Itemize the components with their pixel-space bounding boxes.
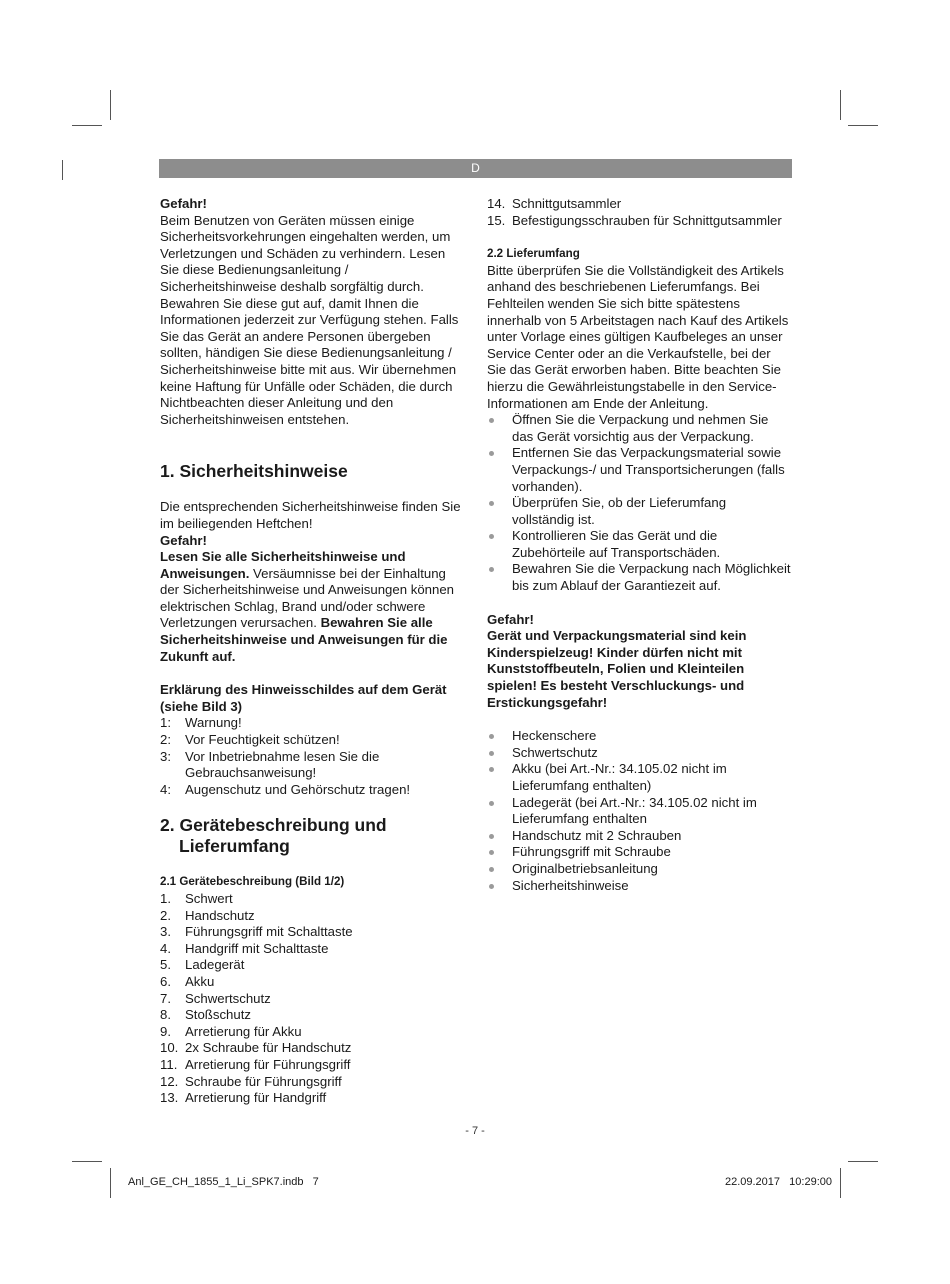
list-item: 9. Arretierung für Akku: [160, 1023, 302, 1039]
bullet-icon: [489, 884, 494, 889]
list-item: 6. Akku: [160, 973, 215, 989]
list-item: Handschutz mit 2 Schrauben: [487, 828, 792, 845]
language-header-bar: [159, 159, 792, 178]
bullet-icon: [489, 767, 494, 772]
subsection-heading: 2.2 Lieferumfang: [487, 247, 580, 261]
danger-text: Beim Benutzen von Geräten müssen einige Sicherheitsvorkehrungen eingehalten werden, um Verletzungen und Schäden zu verhindern. Lesen Sie diese Bedienungsanleitung / Sicherheitshinweise deshalb sorgfältig durch. Bewahren Sie diese gut auf, damit Ihnen die Informationen jederzeit zur Verfügung stehen. Falls Sie das Gerät an andere Personen übergeben sollten, händigen Sie diese Bedienungsanleitung / Sicherheitshinweise bitte mit aus. Wir übernehmen keine Haftung für Unfälle oder Schäden, die durch Nichtbeachten dieser Anleitung und den Sicherheitshinweisen entstehen.: [160, 212, 459, 427]
imprint-date-time: 22.09.2017 10:29:00: [724, 1176, 832, 1188]
scope-of-delivery-list: [487, 728, 792, 894]
page-number: - 7 -: [465, 1125, 485, 1137]
danger-text: Gerät und Verpackungsmaterial sind kein Kinderspielzeug! Kinder dürfen nicht mit Kunststoffbeuteln, Folien und Kleinteilen spielen! Es besteht Verschluckungs- und Erstickungsgefahr!: [487, 628, 747, 710]
bullet-icon: [489, 734, 494, 739]
list-item: 5. Ladegerät: [160, 957, 245, 973]
list-item: 3. Führungsgriff mit Schalttaste: [160, 924, 353, 940]
list-item: Schwertschutz: [487, 745, 792, 762]
danger-heading: Gefahr!: [160, 532, 207, 548]
list-item: Akku (bei Art.-Nr.: 34.105.02 nicht im Lieferumfang enthalten): [487, 761, 792, 794]
list-item: Öffnen Sie die Verpackung und nehmen Sie das Gerät vorsichtig aus der Verpackung.: [487, 412, 792, 445]
unpacking-steps: [487, 412, 792, 595]
list-item: 1: Warnung!: [160, 715, 242, 731]
list-item: 2. Handschutz: [160, 907, 255, 923]
bullet-icon: [489, 567, 494, 572]
section-heading-description: 2. Gerätebeschreibung und Lieferumfang: [160, 815, 387, 857]
list-item: Führungsgriff mit Schraube: [487, 844, 792, 861]
list-item: Überprüfen Sie, ob der Lieferumfang vollständig ist.: [487, 495, 792, 528]
crop-mark: [62, 160, 63, 180]
list-item: Sicherheitshinweise: [487, 878, 792, 895]
list-item: Kontrollieren Sie das Gerät und die Zubehörteile auf Transportschäden.: [487, 528, 792, 561]
crop-mark: [110, 1168, 111, 1198]
subsection-heading: 2.1 Gerätebeschreibung (Bild 1/2): [160, 875, 345, 889]
sign-explanation-heading: Erklärung des Hinweisschildes auf dem Gerät (siehe Bild 3): [160, 682, 447, 714]
list-item: Heckenschere: [487, 728, 792, 745]
list-item: 13. Arretierung für Handgriff: [160, 1090, 327, 1106]
section-heading-safety: 1. Sicherheitshinweise: [160, 461, 348, 482]
list-item: 15. Befestigungsschrauben für Schnittgutsammler: [487, 212, 782, 228]
bullet-icon: [489, 867, 494, 872]
parts-list: [160, 891, 465, 1107]
list-item: 11. Arretierung für Führungsgriff: [160, 1056, 351, 1072]
crop-mark: [840, 1168, 841, 1198]
bullet-icon: [489, 451, 494, 456]
list-item: 1. Schwert: [160, 891, 233, 906]
list-item: Bewahren Sie die Verpackung nach Möglichkeit bis zum Ablauf der Garantiezeit auf.: [487, 561, 792, 594]
imprint-file-name: Anl_GE_CH_1855_1_Li_SPK7.indb 7: [128, 1176, 319, 1188]
crop-mark: [840, 90, 841, 120]
crop-mark: [72, 125, 102, 126]
list-item: Entfernen Sie das Verpackungsmaterial sowie Verpackungs-/ und Transportsicherungen (falls vorhanden).: [487, 445, 792, 495]
crop-mark: [110, 90, 111, 120]
crop-mark: [848, 1161, 878, 1162]
danger-bold-lead: Lesen Sie alle Sicherheitshinweise und Anweisungen.: [160, 549, 406, 581]
list-item: 8. Stoßschutz: [160, 1007, 251, 1023]
crop-mark: [848, 125, 878, 126]
danger-paragraph: [160, 549, 465, 665]
scope-intro: Bitte überprüfen Sie die Vollständigkeit des Artikels anhand des beschriebenen Lieferumfangs. Bei Fehlteilen wenden Sie sich bitte spätestens innerhalb von 5 Arbeitstagen nach Kauf des Artikels unter Vorlage eines gültigen Kaufbeleges an unser Service Center oder an die Verkaufstelle, bei der Sie das Gerät erworben haben. Bitte beachten Sie hierzu die Gewährleistungstabelle in den Service-Informationen am Ende der Anleitung.: [487, 262, 789, 411]
right-column: [487, 196, 792, 894]
list-item: 4: Augenschutz und Gehörschutz tragen!: [160, 781, 411, 797]
bullet-icon: [489, 534, 494, 539]
list-item: Originalbetriebsanleitung: [487, 861, 792, 878]
list-item: Ladegerät (bei Art.-Nr.: 34.105.02 nicht im Lieferumfang enthalten: [487, 795, 792, 828]
list-item: 2: Vor Feuchtigkeit schützen!: [160, 732, 340, 748]
sign-list: [160, 715, 465, 798]
bullet-icon: [489, 834, 494, 839]
bullet-icon: [489, 501, 494, 506]
bullet-icon: [489, 418, 494, 423]
bullet-icon: [489, 850, 494, 855]
list-item: 4. Handgriff mit Schalttaste: [160, 940, 329, 956]
danger-bold-end: Bewahren Sie alle Sicherheitshinweise und Anweisungen für die Zukunft auf.: [160, 615, 448, 664]
danger-body: Versäumnisse bei der Einhaltung der Sicherheitshinweise und Anweisungen können elektrischen Schlag, Brand und/oder schwere Verletzungen verursachen.: [160, 565, 454, 631]
left-column: [160, 196, 465, 1107]
list-item: 12. Schraube für Führungsgriff: [160, 1073, 342, 1089]
list-item: 3: Vor Inbetriebnahme lesen Sie die Gebrauchsanweisung!: [160, 748, 380, 781]
language-code: D: [471, 161, 480, 175]
danger-heading: Gefahr!: [487, 611, 534, 627]
list-item: 7. Schwertschutz: [160, 990, 271, 1006]
list-item: 14. Schnittgutsammler: [487, 196, 622, 211]
bullet-icon: [489, 751, 494, 756]
list-item: 10. 2x Schraube für Handschutz: [160, 1040, 352, 1056]
bullet-icon: [489, 801, 494, 806]
safety-intro: Die entsprechenden Sicherheitshinweise finden Sie im beiliegenden Heftchen!: [160, 499, 461, 531]
parts-list-continued: [487, 196, 792, 229]
danger-heading: Gefahr!: [160, 196, 207, 211]
crop-mark: [72, 1161, 102, 1162]
